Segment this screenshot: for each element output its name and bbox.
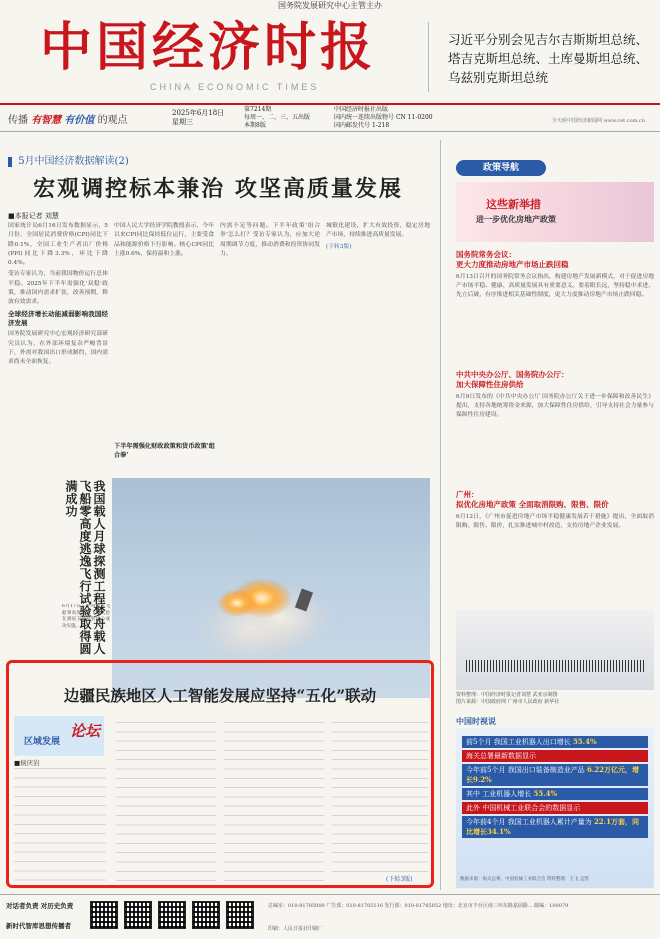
qr-code-icon[interactable] (192, 901, 220, 929)
feature-jump[interactable]: (下转3版) (386, 876, 413, 883)
data-credits: 数据来源：海关总署、中国机械工业联合会 资料整理：王飞 孟凯 (460, 877, 589, 882)
sidebar-item-2-body: 6月9日发布的《中共中央办公厅 国务院办公厅关于进一步保障和改善民生》提出，支持各地统筹资金来源，加大保障性住房供给，引导支持社会力量参与保障性住房建设。 (456, 394, 654, 418)
section-bar (8, 152, 428, 166)
main-col-1 (8, 222, 108, 472)
qr-code-icon[interactable] (158, 901, 186, 929)
feature-col-2-text (116, 722, 216, 884)
newspaper-logo: 中国经济时报 (40, 17, 377, 78)
audio-waveform-graphic (456, 610, 654, 690)
banner-subtitle: 进一步优化房地产政策 (476, 214, 556, 224)
main-col-3 (220, 222, 320, 472)
feature-col-4-text (332, 722, 428, 872)
main-col1-para2: 受访专家认为，当前我国物价运行总体平稳。2025年下半年需强化'双稳'政策，推动国内需求扩张，改善预期，释放有效需求。 (8, 271, 108, 306)
issue-info (244, 106, 310, 130)
feature-col-1-text (14, 768, 106, 884)
banner-title: 这些新举措 (486, 198, 541, 211)
sidebar-item-1-body: 6月13日召开的国务院常务会议指出，构建房地产发展新模式，对于促进房地产市场平稳、健康、高质量发展具有重要意义。要着眼长远，坚持稳中求进、先立后破，有序推进相关基础性制度，更大力度推动房地产市场止跌回稳。 (456, 274, 654, 298)
masthead-top-line: 国务院发展研究中心主管主办 (278, 1, 382, 10)
slogan-suffix: 的观点 (97, 115, 128, 126)
masthead-divider (428, 22, 429, 92)
main-col1-para3: 国务院发展研究中心宏观经济研究部研究员认为，在外部环境复杂严峻背景下，外需对我国出口形成制约，国内需求尚未全面恢复。 (8, 331, 108, 366)
publisher-info (334, 106, 433, 130)
main-col3-para1: 内需不足等问题。下半年政策'组合拳'怎么打？受访专家认为，应加大逆周期调节力度，推动消费和投资协同发力。 (220, 223, 320, 257)
issue-weekday: 星期三 (172, 118, 193, 126)
cn-code: CN 11-0200 (395, 114, 433, 121)
main-col-2 (114, 222, 214, 462)
stat-row-6: 今年前4个月 我国工业机器人累计产量为 22.1万套，同比增长34.1% (462, 816, 648, 838)
main-story-byline: ■本报记者 刘慧 (8, 212, 59, 220)
main-col-4 (326, 222, 430, 472)
qr-code-icon[interactable] (90, 901, 118, 929)
sidebar-credits-1: 资料整理：中国经济时报记者刘慧 武亚京制图 (456, 692, 558, 698)
section-marker-icon (8, 157, 12, 167)
stat-row-3: 今年前5个月 我国出口装备制造业产品 6.22万亿元，增长9.2% (462, 764, 648, 786)
column-badge-label2: 论坛 (70, 722, 101, 740)
sidebar-item-3-title: 拟优化房地产政策 全面取消限购、限售、限价 (456, 500, 609, 509)
footer-printer: 印刷：人民日报社印刷厂 (268, 926, 324, 932)
sidebar-item-2[interactable] (456, 370, 654, 420)
publisher: 中国经济时报社出版 (334, 106, 389, 113)
info-bar (0, 103, 660, 132)
stat-row-5: 此外 中国机械工业联合会的数据显示 (462, 802, 648, 814)
sidebar-item-1-title: 更大力度推动房地产市场止跌回稳 (456, 260, 569, 269)
main-col4-para1: 城镇化建设，扩大有效投资，稳定房地产市场，持续推进高质量发展。 (326, 223, 430, 239)
issue-date (172, 109, 224, 127)
sidebar-credits-2: 图片来源：中国政府网 广州市人民政府 新华社 (456, 699, 560, 705)
main-story-title[interactable]: 宏观调控标本兼治 攻坚高质量发展 (33, 176, 403, 202)
cn-code-label: 国内统一连续出版物号 (334, 114, 395, 121)
sidebar-item-1-source: 国务院常务会议： (456, 250, 516, 259)
footer-slogan-2: 新时代智库思想传播者 (6, 922, 71, 930)
sidebar-item-3[interactable] (456, 490, 654, 531)
sidebar-item-1[interactable] (456, 250, 654, 300)
sidebar-item-2-title: 加大保障性住房供给 (456, 380, 524, 389)
stat-row-2: 海关总署最新数据显示 (462, 750, 648, 762)
slogan (8, 111, 128, 126)
footer-address: 总编室：010-81785000 广告部：010-81785116 发行部：010-81785052 地址：北京市丰台区南三环东路嘉园路... 邮编：100079 (268, 903, 569, 909)
feature-author: ■侯庆岩 (14, 759, 40, 767)
main-col2-para1: 中国人民大学经济学院教授表示，今年以来CPI同比保持低位运行，主要受食品和能源价格下行影响。核心CPI同比上涨0.6%，保持温和上涨。 (114, 223, 214, 257)
main-col4-jump[interactable]: (下转3版) (326, 243, 352, 250)
waveform-icon (466, 660, 644, 672)
column-badge-label: 区域发展 (24, 737, 61, 747)
data-stats-panel (456, 728, 654, 888)
slogan-mid2: 有价值 (64, 115, 95, 126)
footer (0, 894, 660, 939)
english-name: CHINA ECONOMIC TIMES (150, 82, 320, 92)
website[interactable]: 全天候中国经济新闻网 www.cet.com.cn (552, 118, 645, 124)
qr-code-icon[interactable] (226, 901, 254, 929)
sidebar-header: 政策导航 (456, 160, 546, 176)
stat-row-1: 前5个月 我国工业机器人出口增长 55.4% (462, 736, 648, 748)
issue-pages: 本期8版 (244, 122, 266, 129)
data-section-header: 中国时视说 (456, 716, 496, 726)
sidebar-item-3-body: 6月12日，《广州市促进房地产市场平稳健康发展若干措施》提出，全面取消限购、限售、限价，扎实推进城中村改造，支持房地产企业发展。 (456, 514, 654, 529)
footer-slogan-1: 对话者负责 对历史负责 (6, 902, 74, 910)
post-code: 1-218 (371, 122, 390, 129)
slogan-mid1: 有智慧 (31, 115, 62, 126)
sidebar-item-2-source: 中共中央办公厅、国务院办公厅： (456, 370, 569, 379)
photo-caption: 6月17日，梦舟载人飞船零高度逃逸飞行试验在酒泉卫星发射中心成功实施。 (62, 604, 110, 629)
column-divider (440, 140, 441, 890)
qr-code-icon[interactable] (124, 901, 152, 929)
main-col2-subhead: 下半年需强化财政政策和货币政策'组合拳' (114, 443, 215, 459)
column-badge (14, 716, 104, 756)
post-code-label: 国内邮发代号 (334, 122, 371, 129)
feature-story-title[interactable]: 边疆民族地区人工智能发展应坚持“五化”联动 (63, 686, 377, 705)
photo-headline[interactable]: 我国载人月球探测工程梦舟载人飞船零高度逃逸飞行试验取得圆满成功 (64, 480, 106, 655)
sidebar-banner (456, 182, 654, 242)
issue-number: 第7214期 (244, 106, 272, 113)
stat-row-4: 其中 工业机器人增长 55.4% (462, 788, 648, 800)
slogan-prefix: 传播 (8, 115, 28, 126)
top-headline[interactable]: 习近平分别会见吉尔吉斯斯坦总统、塔吉克斯坦总统、土库曼斯坦总统、乌兹别克斯坦总统 (448, 32, 649, 85)
stats-list (456, 728, 654, 844)
issue-frequency: 每周一、二、三、五出版 (244, 114, 311, 121)
main-col1-para1: 国家统计局6月16日发布数据显示，5月份，全国居民消费价格(CPI)同比下降0.1%，全国工业生产者出厂价格(PPI)同比下降3.3%，环比下降0.4%。 (8, 223, 108, 267)
sidebar-item-3-source: 广州： (456, 490, 479, 499)
main-col1-subhead: 全球经济增长动能减弱影响我国经济发展 (8, 309, 108, 327)
feature-col-3-text (224, 722, 324, 884)
sidebar-credits (456, 692, 654, 706)
issue-date-text: 2025年6月18日 (172, 109, 225, 117)
section-bar-label: 5月中国经济数据解读(2) (18, 156, 129, 167)
